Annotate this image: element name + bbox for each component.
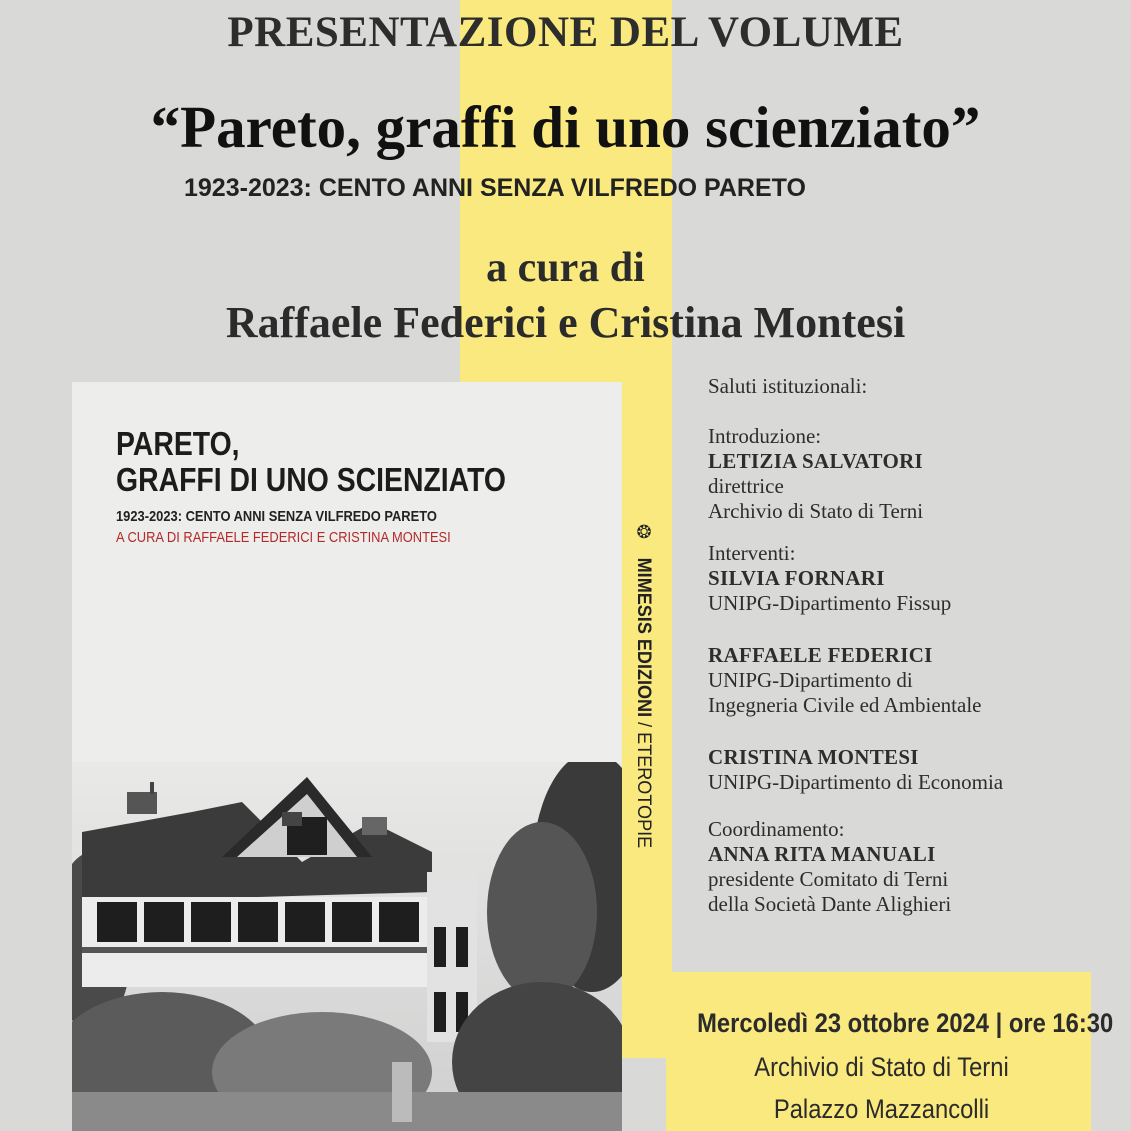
book-cover-title-line2: GRAFFI DI UNO SCIENZIATO — [116, 461, 506, 498]
speaker2-role2: Ingegneria Civile ed Ambientale — [708, 693, 982, 717]
coordinator-name: ANNA RITA MANUALI — [708, 842, 936, 866]
speaker1-name: SILVIA FORNARI — [708, 566, 885, 590]
speaker2-name: RAFFAELE FEDERICI — [708, 643, 933, 667]
villa-photo — [72, 762, 622, 1131]
intro-speaker-role2: Archivio di Stato di Terni — [708, 499, 924, 523]
spine-separator: / — [633, 717, 654, 733]
program-list — [708, 374, 1108, 917]
book-cover-title — [116, 426, 529, 498]
coordinator-role2: della Società Dante Alighieri — [708, 892, 952, 916]
intro-speaker-role1: direttrice — [708, 474, 784, 498]
speaker1-role: UNIPG-Dipartimento Fissup — [708, 591, 952, 615]
speaker2-role1: UNIPG-Dipartimento di — [708, 668, 913, 692]
subtitle-heading: 1923-2023: CENTO ANNI SENZA VILFREDO PARETO — [184, 174, 806, 202]
book-spine — [629, 522, 659, 862]
presentation-heading: PRESENTAZIONE DEL VOLUME — [227, 9, 904, 56]
talks-label: Interventi: — [708, 541, 796, 565]
book-cover — [72, 382, 622, 1131]
speaker3-role: UNIPG-Dipartimento di Economia — [708, 770, 1004, 794]
spine-publisher: MIMESIS EDIZIONI — [633, 557, 654, 718]
book-cover-curated: A CURA DI RAFFAELE FEDERICI E CRISTINA MONTESI — [116, 529, 451, 546]
curated-by-label: a cura di — [486, 245, 645, 291]
publisher-logo-icon: ❂ — [636, 522, 652, 542]
spine-text — [632, 558, 654, 849]
book-cover-title-line1: PARETO, — [116, 425, 240, 462]
speaker3-name: CRISTINA MONTESI — [708, 745, 919, 769]
event-building: Palazzo Mazzancolli — [773, 1094, 990, 1124]
coordinator-role1: presidente Comitato di Terni — [708, 867, 949, 891]
intro-label: Introduzione: — [708, 424, 822, 448]
book-cover-subtitle: 1923-2023: CENTO ANNI SENZA VILFREDO PARETO — [116, 508, 437, 525]
event-date-time: Mercoledì 23 ottobre 2024 | ore 16:30 — [697, 1008, 1114, 1038]
intro-speaker-name: LETIZIA SALVATORI — [708, 449, 924, 473]
editors-names: Raffaele Federici e Cristina Montesi — [225, 298, 906, 347]
event-place: Archivio di Stato di Terni — [754, 1052, 1009, 1082]
spine-series: ETEROTOPIE — [633, 732, 654, 849]
greetings-label: Saluti istituzionali: — [708, 374, 868, 398]
grey-patch — [622, 1058, 666, 1131]
book-title-heading: “Pareto, graffi di uno scienziato” — [150, 94, 981, 160]
coordination-label: Coordinamento: — [708, 817, 845, 841]
